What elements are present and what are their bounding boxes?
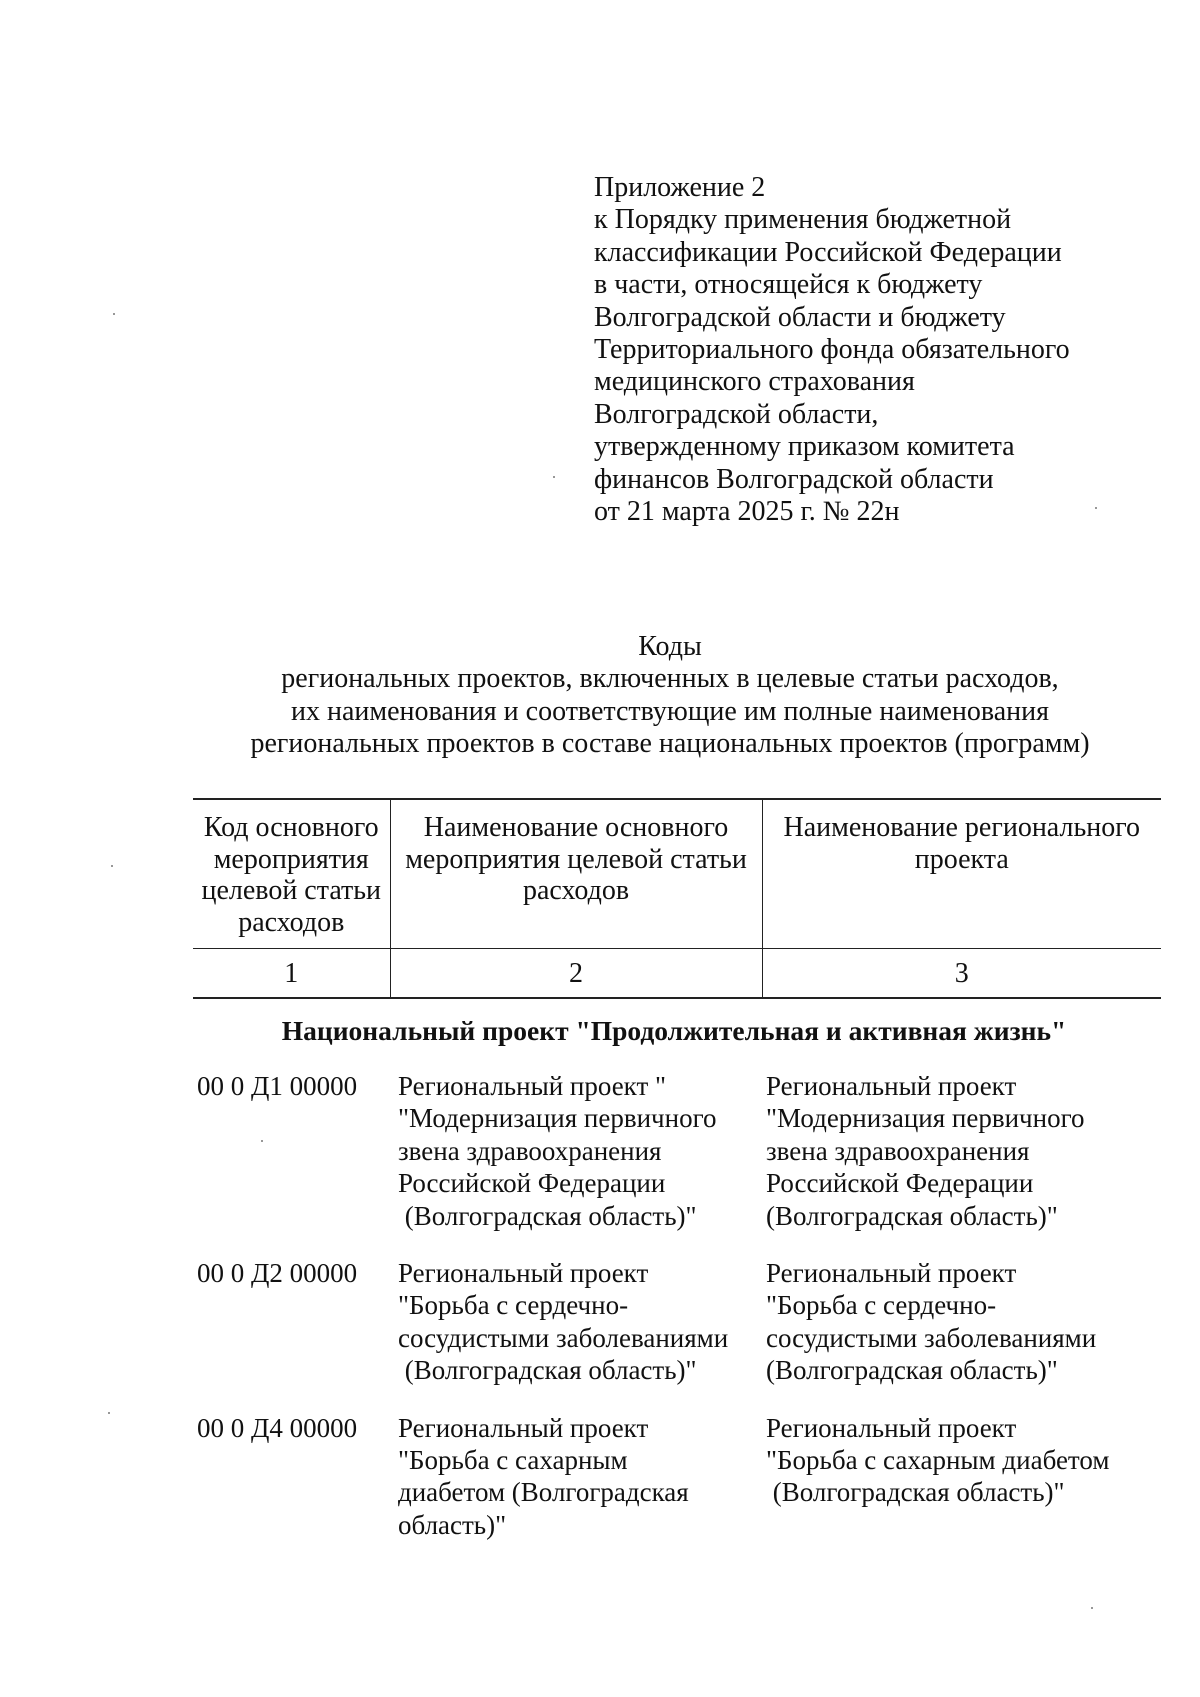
scan-speck [261, 1140, 263, 1142]
header-line: расходов [238, 906, 345, 938]
appendix-line: Приложение 2 [594, 172, 766, 203]
appendix-line: классификации Российской Федерации [594, 236, 1062, 268]
text-line: область)" [398, 1509, 507, 1540]
codes-table-header [193, 798, 1161, 999]
header-activity-name [390, 799, 762, 949]
text-line: звена здравоохранения [766, 1135, 1030, 1166]
table-row [197, 1070, 1167, 1232]
title-line: региональных проектов в составе национальных проектов (программ) [250, 728, 1090, 760]
header-code [193, 799, 390, 949]
header-line: мероприятия [213, 843, 369, 875]
appendix-line: Волгоградской области и бюджету [594, 301, 1006, 333]
scan-speck [113, 313, 115, 315]
appendix-line: финансов Волгоградской области [594, 463, 994, 495]
text-line: Российской Федерации [398, 1168, 666, 1199]
scan-speck [1091, 1607, 1093, 1609]
column-number-row [193, 949, 1161, 999]
table-row [197, 1412, 1167, 1542]
text-line: Региональный проект " [398, 1071, 667, 1101]
row-activity-name [398, 1257, 766, 1387]
title-line: Коды [638, 631, 702, 662]
text-line: "Борьба с сахарным [398, 1445, 628, 1476]
row-activity-name [398, 1070, 766, 1232]
header-line: Наименование основного [423, 812, 729, 843]
row-activity-name [398, 1412, 766, 1542]
row-project-name [766, 1070, 1166, 1232]
text-line: "Борьба с сердечно- [766, 1290, 997, 1321]
appendix-line: Волгоградской области, [594, 398, 879, 430]
title-line: региональных проектов, включенных в целевые статьи расходов, [281, 663, 1059, 695]
text-line: (Волгоградская область)" [766, 1355, 1058, 1386]
text-line: "Борьба с сахарным диабетом [766, 1445, 1110, 1476]
header-line: Наименование регионального [783, 812, 1140, 843]
row-code: 00 0 Д1 00000 [197, 1071, 358, 1101]
header-line: целевой статьи [201, 875, 382, 906]
appendix-line: в части, относящейся к бюджету [594, 269, 983, 301]
text-line: сосудистыми заболеваниями [398, 1322, 729, 1353]
text-line: Региональный проект [766, 1258, 1017, 1289]
appendix-line: Территориального фонда обязательного [594, 334, 1070, 366]
table-row [197, 1257, 1167, 1387]
header-line: мероприятия целевой статьи [405, 843, 747, 875]
section-heading: Национальный проект "Продолжительная и активная жизнь" [281, 1015, 1067, 1046]
text-line: Российской Федерации [766, 1168, 1034, 1199]
text-line: сосудистыми заболеваниями [766, 1322, 1097, 1353]
header-line: Код основного [203, 812, 379, 843]
text-line: диабетом (Волгоградская [398, 1477, 689, 1508]
row-project-name [766, 1412, 1166, 1542]
column-number: 1 [193, 949, 390, 999]
text-line: Региональный проект [398, 1258, 649, 1289]
row-code: 00 0 Д4 00000 [197, 1412, 358, 1443]
document-title [190, 631, 1150, 761]
header-line: расходов [522, 875, 630, 906]
scan-speck [1095, 507, 1097, 509]
text-line: "Модернизация первичного [766, 1103, 1085, 1134]
text-line: (Волгоградская область)" [398, 1355, 697, 1386]
scan-speck [553, 476, 555, 478]
appendix-line: к Порядку применения бюджетной [594, 204, 1012, 236]
text-line: (Волгоградская область)" [766, 1477, 1065, 1508]
appendix-line: медицинского страхования [594, 366, 915, 398]
appendix-line: от 21 марта 2025 г. № 22н [594, 496, 900, 528]
text-line: "Борьба с сердечно- [398, 1290, 629, 1321]
scan-speck [111, 865, 113, 867]
text-line: "Модернизация первичного [398, 1103, 717, 1134]
title-line: их наименования и соответствующие им полные наименования [291, 695, 1049, 727]
text-line: звена здравоохранения [398, 1135, 662, 1166]
text-line: Региональный проект [766, 1412, 1017, 1443]
appendix-line: утвержденному приказом комитета [594, 431, 1015, 463]
column-number: 3 [762, 949, 1161, 999]
text-line: Региональный проект [766, 1071, 1017, 1101]
scan-speck [108, 1412, 110, 1414]
appendix-header [594, 172, 1154, 528]
column-number: 2 [390, 949, 762, 999]
header-line: проекта [914, 843, 1009, 875]
text-line: (Волгоградская область)" [766, 1200, 1058, 1231]
text-line: Региональный проект [398, 1412, 649, 1443]
row-project-name [766, 1257, 1166, 1387]
header-project-name [762, 799, 1161, 949]
row-code: 00 0 Д2 00000 [197, 1258, 358, 1289]
text-line: (Волгоградская область)" [398, 1200, 697, 1231]
table-body [197, 1070, 1167, 1566]
header-row [193, 799, 1161, 949]
